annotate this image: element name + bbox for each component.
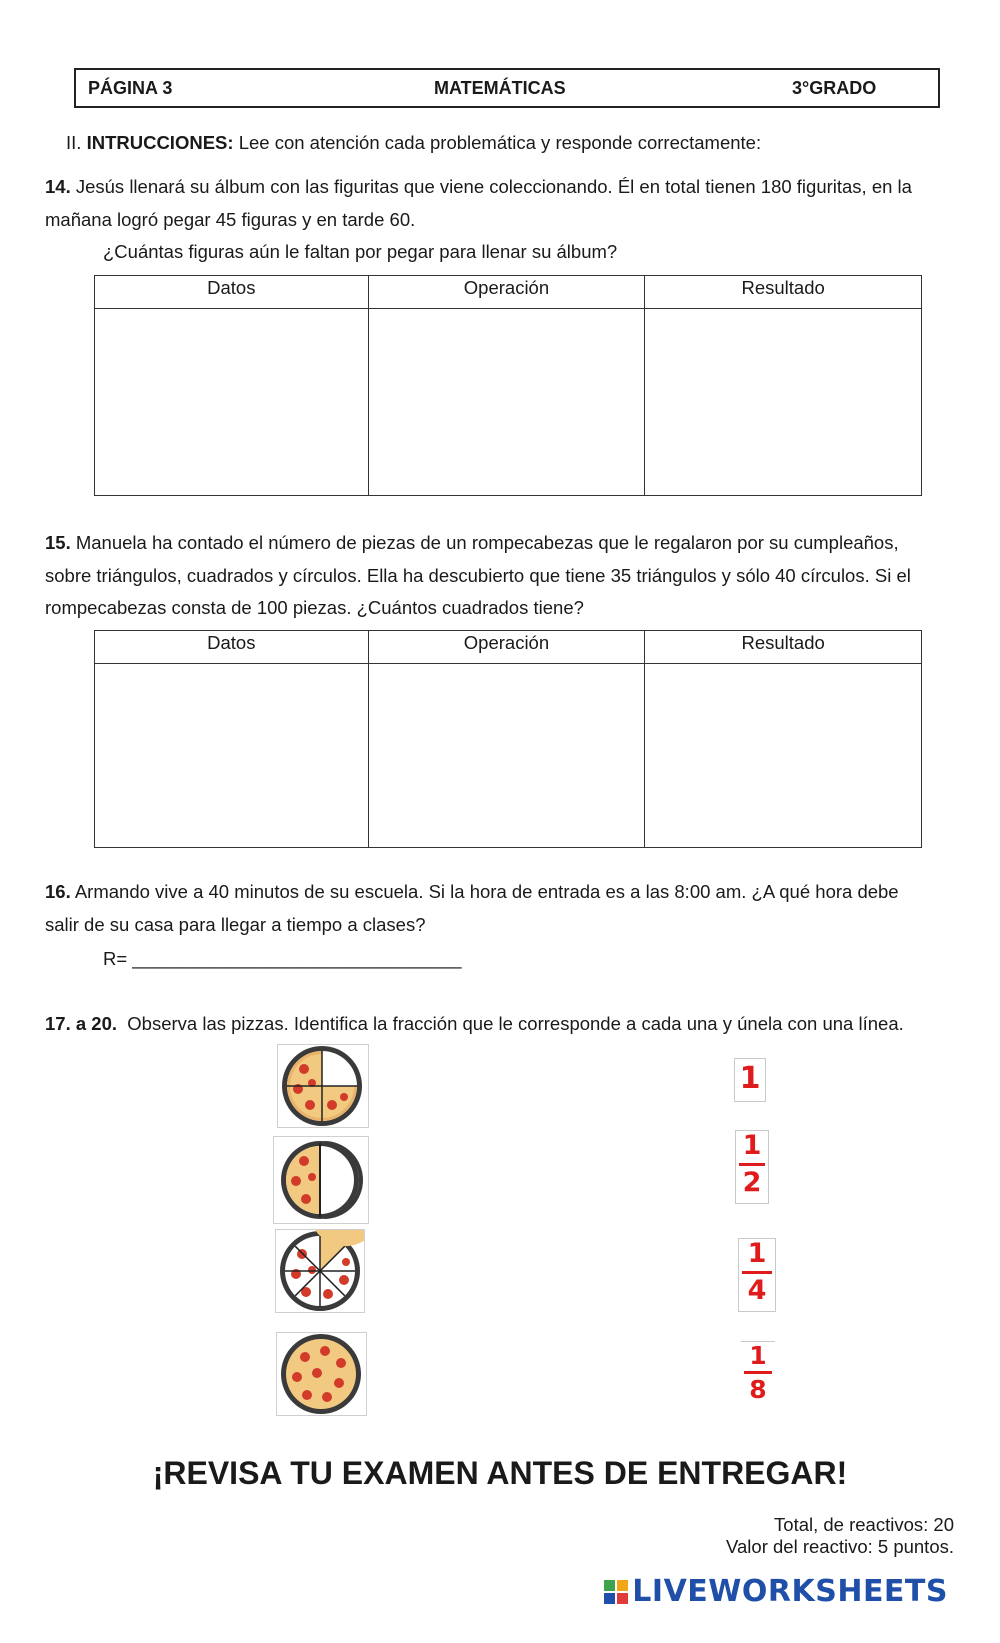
datos-cell[interactable]	[95, 664, 369, 848]
liveworksheets-icon	[604, 1580, 628, 1604]
fraction-one-eighth[interactable]	[741, 1341, 775, 1408]
header-datos: Datos	[95, 276, 369, 309]
q17-instructions: 17. a 20. Observa las pizzas. Identifica la fracción que le corresponde a cada una y únela con una línea.	[45, 1013, 904, 1034]
q14-answer-table	[94, 275, 922, 496]
datos-cell[interactable]	[95, 309, 369, 496]
fraction-numerator: 1	[749, 1341, 767, 1370]
fraction-numerator: 1	[747, 1238, 767, 1269]
q15-line3: rompecabezas consta de 100 piezas. ¿Cuántos cuadrados tiene?	[45, 597, 584, 618]
header-operacion: Operación	[368, 276, 645, 309]
subject-title: MATEMÁTICAS	[434, 78, 566, 98]
pizza-seven-eighths[interactable]	[275, 1229, 365, 1313]
header-resultado: Resultado	[645, 276, 922, 309]
instructions: II. INTRUCCIONES: Lee con atención cada problemática y responde correctamente:	[66, 132, 762, 153]
operacion-cell[interactable]	[368, 309, 645, 496]
header-operacion: Operación	[368, 631, 645, 664]
q16-line2: salir de su casa para llegar a tiempo a clases?	[45, 914, 426, 935]
fraction-one-quarter[interactable]	[738, 1238, 776, 1312]
pizza-half[interactable]	[273, 1136, 369, 1224]
page-number: PÁGINA 3	[88, 78, 173, 98]
q15-line1: 15. Manuela ha contado el número de piezas de un rompecabezas que le regalaron por su cumpleaños,	[45, 532, 899, 553]
logo-text: LIVEWORKSHEETS	[632, 1574, 948, 1609]
fraction-denominator: 4	[747, 1275, 767, 1306]
grade-label: 3°GRADO	[792, 78, 877, 98]
q14-question: ¿Cuántas figuras aún le faltan por pegar para llenar su álbum?	[103, 241, 618, 262]
pizza-three-quarters[interactable]	[277, 1044, 369, 1128]
q16-answer-line[interactable]: R= ________________________________	[103, 948, 462, 969]
operacion-cell[interactable]	[368, 664, 645, 848]
pizza-half-image	[274, 1137, 368, 1223]
total-items: Total, de reactivos: 20	[774, 1514, 954, 1535]
fraction-numerator: 1	[742, 1130, 762, 1161]
pizza-whole-image	[277, 1333, 366, 1415]
pizza-whole[interactable]	[276, 1332, 367, 1416]
fraction-denominator: 2	[742, 1167, 762, 1198]
q16-line1: 16. Armando vive a 40 minutos de su escuela. Si la hora de entrada es a las 8:00 am. ¿A qué hora debe	[45, 881, 899, 902]
fraction-bar	[744, 1371, 772, 1374]
pizza-seven-eighths-image	[276, 1230, 364, 1312]
fraction-one[interactable]	[734, 1058, 766, 1102]
resultado-cell[interactable]	[645, 664, 922, 848]
liveworksheets-logo[interactable]	[604, 1574, 948, 1609]
q14-line2: mañana logró pegar 45 figuras y en tarde 60.	[45, 209, 416, 230]
fraction-numerator: 1	[739, 1061, 761, 1096]
fraction-bar	[739, 1163, 765, 1166]
resultado-cell[interactable]	[645, 309, 922, 496]
q15-line2: sobre triángulos, cuadrados y círculos. Ella ha descubierto que tiene 35 triángulos y sólo 40 círculos. Si el	[45, 565, 911, 586]
header-datos: Datos	[95, 631, 369, 664]
header-box	[74, 68, 940, 108]
pizza-three-quarters-image	[278, 1045, 368, 1127]
fraction-bar	[742, 1271, 772, 1274]
q15-answer-table	[94, 630, 922, 848]
item-value: Valor del reactivo: 5 puntos.	[726, 1536, 954, 1557]
fraction-one-half[interactable]	[735, 1130, 769, 1204]
fraction-denominator: 8	[749, 1375, 767, 1404]
header-resultado: Resultado	[645, 631, 922, 664]
final-message: ¡REVISA TU EXAMEN ANTES DE ENTREGAR!	[152, 1455, 848, 1491]
q14-line1: 14. Jesús llenará su álbum con las figuritas que viene coleccionando. Él en total tienen 180 figuritas, en la	[45, 176, 912, 197]
